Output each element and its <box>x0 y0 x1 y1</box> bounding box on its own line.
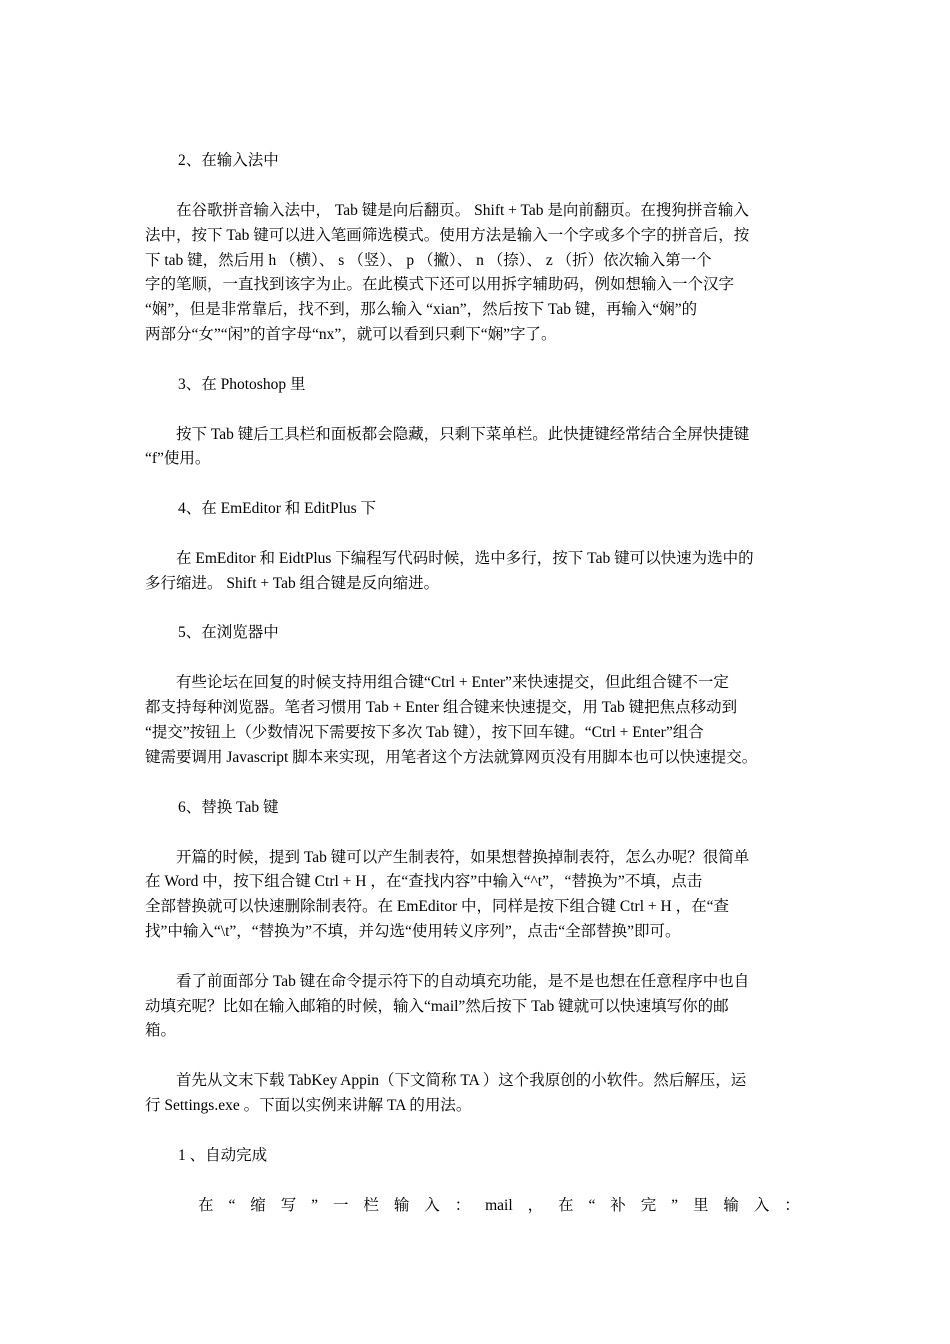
spread-char: “ <box>228 1197 236 1214</box>
section-heading: 4、在 EmEditor 和 EditPlus 下 <box>178 500 377 517</box>
paragraph-line: 行 Settings.exe 。下面以实例来讲解 TA 的用法。 <box>145 1097 472 1114</box>
spread-char: 里 <box>692 1197 709 1214</box>
paragraph-line: 字的笔顺，一直找到该字为止。在此模式下还可以用拆字辅助码，例如想输入一个汉字 <box>145 276 735 293</box>
spread-char: 入 <box>424 1197 440 1214</box>
spread-char: 补 <box>610 1197 626 1214</box>
spread-char: ” <box>311 1197 319 1214</box>
paragraph-line: 在谷歌拼音输入法中， Tab 键是向后翻页。 Shift + Tab 是向前翻页。在搜狗拼音输入 <box>145 202 749 219</box>
spread-char: 写 <box>280 1197 297 1214</box>
paragraph-line: 法中，按下 Tab 键可以进入笔画筛选模式。使用方法是输入一个字或多个字的拼音后，按 <box>145 227 750 244</box>
spread-char: “ <box>588 1197 596 1214</box>
paragraph-line: “f”使用。 <box>145 450 211 467</box>
spread-char: ” <box>671 1197 679 1214</box>
spread-char: ： <box>454 1197 471 1214</box>
spread-char: 在 <box>558 1197 574 1214</box>
paragraph-line: 两部分“女”“闲”的首字母“nx”，就可以看到只剩下“娴”字了。 <box>145 326 557 343</box>
paragraph-line: “娴”，但是非常靠后，找不到，那么输入 “xian”，然后按下 Tab 键，再输入“娴”的 <box>145 301 698 318</box>
paragraph-line: 全部替换就可以快速删除制表符。在 EmEditor 中，同样是按下组合键 Ctrl + H ，在“查 <box>145 898 729 915</box>
paragraph-line: 开篇的时候，提到 Tab 键可以产生制表符，如果想替换掉制表符，怎么办呢？很简单 <box>145 849 750 866</box>
spread-char: 完 <box>640 1197 657 1214</box>
paragraph-line: 都支持每种浏览器。笔者习惯用 Tab + Enter 组合键来快速提交，用 Tab 键把焦点移动到 <box>145 699 738 716</box>
spread-line <box>198 1194 800 1219</box>
spread-char: 输 <box>393 1197 410 1214</box>
section-heading: 2、在输入法中 <box>178 152 279 169</box>
spread-char: 输 <box>723 1197 739 1214</box>
paragraph-line: 在 Word 中，按下组合键 Ctrl + H ，在“查找内容”中输入“^t”，“替换为”不填，点击 <box>145 873 703 890</box>
paragraph-line: 键需要调用 Javascript 脚本来实现，用笔者这个方法就算网页没有用脚本也可以快速提交。 <box>145 749 758 766</box>
section-heading: 5、在浏览器中 <box>178 624 279 641</box>
paragraph-line: “提交”按钮上（少数情况下需要按下多次 Tab 键），按下回车键。“Ctrl + Enter”组合 <box>145 724 704 741</box>
spread-char: ， <box>527 1197 544 1214</box>
paragraph-line: 下 tab 键，然后用 h （横）、 s （竖）、 p （撇）、 n （捺）、 z （折）依次输入第一个 <box>145 252 712 269</box>
spread-char: 缩 <box>250 1197 266 1214</box>
subsection-heading: 1 、自动完成 <box>178 1147 268 1164</box>
spread-char: 入 <box>753 1197 770 1214</box>
spread-char: 栏 <box>363 1197 379 1214</box>
paragraph-line: 有些论坛在回复的时候支持用组合键“Ctrl + Enter”来快速提交，但此组合键不一定 <box>145 674 729 691</box>
paragraph-line: 多行缩进。 Shift + Tab 组合键是反向缩进。 <box>145 575 440 592</box>
paragraph-line: 首先从文末下载 TabKey Appin（下文简称 TA ）这个我原创的小软件。然后解压，运 <box>145 1072 747 1089</box>
spread-char: mail <box>485 1197 513 1214</box>
paragraph-line: 动填充呢？比如在输入邮箱的时候，输入“mail”然后按下 Tab 键就可以快速填写你的邮 <box>145 998 729 1015</box>
paragraph-line: 箱。 <box>145 1022 177 1039</box>
paragraph-line: 找”中输入“\t”，“替换为”不填，并勾选“使用转义序列”，点击“全部替换”即可。 <box>145 923 681 940</box>
section-heading: 6、替换 Tab 键 <box>178 799 279 816</box>
paragraph-line: 看了前面部分 Tab 键在命令提示符下的自动填充功能，是不是也想在任意程序中也自 <box>145 973 750 990</box>
paragraph-line: 按下 Tab 键后工具栏和面板都会隐藏，只剩下菜单栏。此快捷键经常结合全屏快捷键 <box>145 426 750 443</box>
spread-char: 一 <box>332 1197 349 1214</box>
section-heading: 3、在 Photoshop 里 <box>178 376 306 393</box>
spread-char: 在 <box>198 1197 214 1214</box>
paragraph-line: 在 EmEditor 和 EidtPlus 下编程写代码时候，选中多行，按下 Tab 键可以快速为选中的 <box>145 550 754 567</box>
spread-char: ： <box>784 1197 800 1214</box>
